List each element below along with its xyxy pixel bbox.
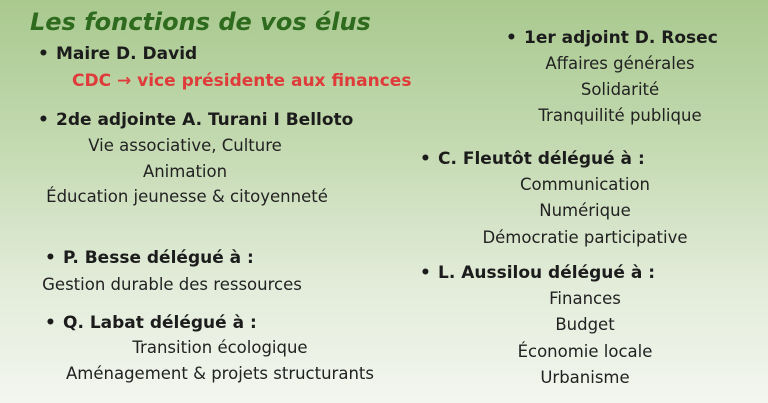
page-title: Les fonctions de vos élus (30, 8, 371, 36)
aussilou-item-1: Finances (549, 289, 621, 308)
turani-item-1: Vie associative, Culture (88, 136, 282, 155)
turani-heading (38, 110, 353, 130)
bullet: • (420, 149, 431, 169)
aussilou-item-3: Économie locale (517, 342, 653, 361)
rosec-item-3: Tranquilité publique (538, 106, 702, 125)
aussilou-item-4: Urbanisme (540, 368, 630, 387)
maire-name: Maire D. David (56, 44, 198, 64)
labat-name: Q. Labat délégué à : (63, 313, 257, 333)
aussilou-name: L. Aussilou délégué à : (438, 263, 656, 283)
rosec-item-2: Solidarité (580, 80, 660, 99)
rosec-heading (506, 28, 718, 48)
bullet: • (38, 110, 49, 130)
besse-heading (45, 248, 254, 268)
turani-name: 2de adjointe A. Turani I Belloto (56, 110, 354, 130)
turani-item-2: Animation (142, 162, 228, 181)
besse-item-1: Gestion durable des ressources (42, 275, 302, 294)
labat-item-2: Aménagement & projets structurants (66, 364, 374, 383)
fleutot-heading (420, 149, 645, 169)
aussilou-item-2: Budget (555, 315, 615, 334)
bullet: • (506, 28, 517, 48)
bullet: • (45, 313, 56, 333)
bullet: • (420, 263, 431, 283)
labat-item-1: Transition écologique (132, 338, 308, 357)
maire-heading (38, 44, 197, 64)
rosec-name: 1er adjoint D. Rosec (524, 28, 718, 48)
bullet: • (45, 248, 56, 268)
fleutot-item-1: Communication (519, 175, 651, 194)
aussilou-heading (420, 263, 655, 283)
maire-cdc-note: CDC → vice présidente aux finances (72, 71, 412, 91)
turani-item-3: Éducation jeunesse & citoyenneté (46, 187, 328, 206)
rosec-item-1: Affaires générales (545, 54, 695, 73)
fleutot-name: C. Fleutôt délégué à : (438, 149, 645, 169)
labat-heading (45, 313, 257, 333)
besse-name: P. Besse délégué à : (63, 248, 254, 268)
bullet: • (38, 44, 49, 64)
fleutot-item-2: Numérique (539, 201, 631, 220)
fleutot-item-3: Démocratie participative (482, 228, 688, 247)
